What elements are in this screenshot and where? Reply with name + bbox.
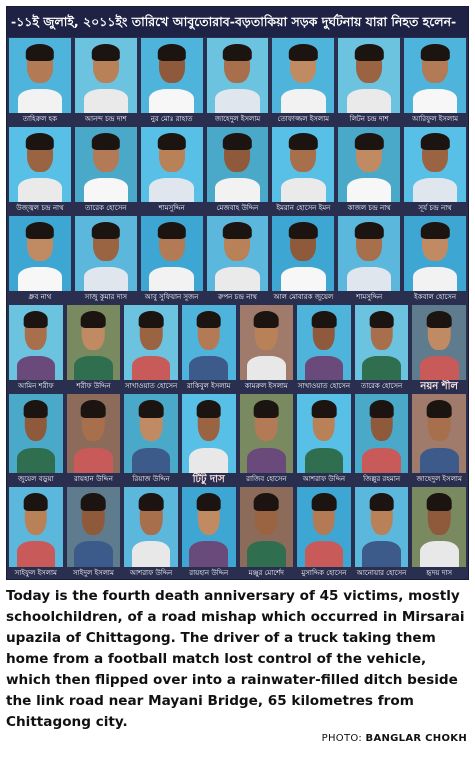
portrait-photo	[9, 305, 63, 380]
photo-caption: Today is the fourth death anniversary of 45 victims, mostly schoolchildren, of a road mishap which occurred in Mirsarai upazila of Chittagong. The driver of a truck taking them home from a football match lost control of the vehicle, which then flipped over into a rainwater-filled ditch beside the link road near Mayani Bridge, 65 kilometres from Chittagong city.	[6, 588, 465, 730]
victim-portrait	[139, 216, 205, 304]
victim-portrait	[402, 216, 468, 304]
victim-name: আশরাফ উদ্দিন	[302, 475, 346, 483]
victim-portrait	[402, 127, 468, 215]
victim-name: রাকিবুল ইসলাম	[186, 382, 231, 390]
victim-portrait	[122, 394, 180, 486]
victim-name: মেজবাহ উদ্দিন	[216, 204, 259, 212]
victim-portrait	[7, 38, 73, 126]
portrait-photo	[75, 216, 137, 291]
victim-name: আরিফুল ইসলাম	[412, 115, 459, 123]
victim-portrait	[205, 127, 271, 215]
photo-row	[7, 487, 468, 580]
victim-portrait	[7, 216, 73, 304]
victim-portrait	[336, 216, 402, 304]
victim-name: জুয়েল বড়ুয়া	[17, 475, 54, 483]
portrait-photo	[272, 38, 334, 113]
portrait-photo	[412, 305, 466, 380]
victim-name: সাইদুল ইসলাম	[73, 569, 114, 577]
portrait-photo	[124, 394, 178, 473]
portrait-photo	[272, 216, 334, 291]
victim-name: কামরুল ইসলাম	[244, 382, 288, 390]
victim-portrait	[65, 394, 123, 486]
victim-portrait	[238, 487, 296, 580]
portrait-photo	[67, 394, 121, 473]
portrait-photo	[404, 127, 466, 202]
victim-name: নুর মোঃ রাহাত	[150, 115, 193, 123]
portrait-photo	[240, 305, 294, 380]
victim-portrait	[410, 394, 468, 486]
victim-portrait	[295, 305, 353, 393]
photo-row	[7, 394, 468, 486]
portrait-photo	[207, 216, 269, 291]
victim-name: কাজল চন্দ্র নাথ	[347, 204, 391, 212]
victim-name: আমিন শরীফ	[18, 382, 54, 390]
portrait-photo	[75, 127, 137, 202]
portrait-photo	[297, 394, 351, 473]
victim-name: শামসুদ্দিন	[158, 204, 185, 212]
victim-name: শামসুদ্দিন	[356, 293, 383, 301]
victim-name: উজ্জ্বল চন্দ্র নাথ	[16, 204, 64, 212]
victim-portrait	[270, 216, 336, 304]
victim-name: আল মোবারক জুয়েল	[273, 293, 334, 301]
portrait-photo	[67, 487, 121, 567]
portrait-photo	[240, 394, 294, 473]
portrait-photo	[272, 127, 334, 202]
victim-name: ইমরান হোসেন ইমন	[276, 204, 331, 212]
portrait-photo	[124, 487, 178, 567]
photo-row	[7, 38, 468, 126]
victim-portrait	[410, 487, 468, 580]
portrait-photo	[338, 127, 400, 202]
portrait-photo	[67, 305, 121, 380]
portrait-photo	[404, 216, 466, 291]
victim-portrait	[7, 127, 73, 215]
portrait-photo	[404, 38, 466, 113]
portrait-photo	[207, 38, 269, 113]
victim-portrait	[336, 127, 402, 215]
credit-label: PHOTO:	[321, 733, 363, 744]
victim-name: আবু সুফিয়ান সুজন	[144, 293, 199, 301]
victim-name: সাইফুল ইসলাম	[14, 569, 57, 577]
victim-portrait	[270, 38, 336, 126]
victim-portrait	[65, 487, 123, 580]
victim-name: তারেক হোসেন	[85, 204, 127, 212]
victim-name: মুসাদ্দিক হোসেন	[301, 569, 347, 577]
victim-portrait	[7, 394, 65, 486]
victim-portrait	[270, 127, 336, 215]
victim-name: নয়ন শীল	[420, 381, 458, 392]
victim-portrait	[353, 305, 411, 393]
victim-name: জিল্লুর রহমান	[363, 475, 401, 483]
victim-portrait	[139, 38, 205, 126]
victim-portrait	[73, 38, 139, 126]
victim-name: রায়হান উদ্দিন	[189, 569, 229, 577]
portrait-photo	[9, 487, 63, 567]
victim-name: তোফাজ্জল ইসলাম	[277, 115, 330, 123]
victim-portrait	[7, 487, 65, 580]
victim-name: শরীফ উদ্দিন	[76, 382, 111, 390]
photo-row	[7, 216, 468, 304]
portrait-photo	[338, 38, 400, 113]
victim-portrait	[295, 487, 353, 580]
victims-photo-collage	[6, 6, 469, 580]
victim-name: রুপন চন্দ্র নাথ	[218, 293, 257, 301]
victim-portrait	[336, 38, 402, 126]
victim-name: সূর্য চন্দ্র নাথ	[418, 204, 452, 212]
victim-portrait	[353, 487, 411, 580]
portrait-photo	[207, 127, 269, 202]
portrait-photo	[412, 394, 466, 473]
victim-portrait	[402, 38, 468, 126]
victim-portrait	[180, 305, 238, 393]
victim-portrait	[180, 487, 238, 580]
victim-name: জাহেদুল ইসলাম	[416, 475, 462, 483]
portrait-photo	[297, 487, 351, 567]
portrait-photo	[75, 38, 137, 113]
victim-name: সাখাওয়াত হোসেন	[297, 382, 351, 390]
portrait-photo	[182, 394, 236, 473]
victim-name: জাহেদুল ইসলাম	[214, 115, 261, 123]
collage-headline: -১১ই জুলাই, ২০১১ইং তারিখে আবুতোরাব-বড়তাকিয়া সড়ক দুর্ঘটনায় যারা নিহত হলেন-	[7, 7, 468, 37]
portrait-photo	[355, 305, 409, 380]
victim-name: আনোয়ার হোসেন	[356, 569, 407, 577]
portrait-photo	[9, 394, 63, 473]
portrait-photo	[9, 38, 71, 113]
portrait-photo	[141, 216, 203, 291]
portrait-photo	[355, 394, 409, 473]
portrait-photo	[412, 487, 466, 567]
victim-name: আনন্দ চন্দ্র দাশ	[84, 115, 127, 123]
portrait-photo	[240, 487, 294, 567]
victim-name: সাজু কুমার দাস	[84, 293, 127, 301]
victim-portrait	[410, 305, 468, 393]
photo-credit	[322, 733, 467, 744]
victim-portrait	[295, 394, 353, 486]
portrait-photo	[355, 487, 409, 567]
victim-portrait	[139, 127, 205, 215]
victim-name: লিটন চন্দ্র দাশ	[349, 115, 389, 123]
victim-portrait	[7, 305, 65, 393]
victim-name: আশরাফ উদ্দিন	[129, 569, 173, 577]
victim-name: ধ্রুব নাথ	[28, 293, 52, 301]
victim-portrait	[122, 305, 180, 393]
victim-portrait	[73, 127, 139, 215]
portrait-photo	[338, 216, 400, 291]
credit-source: BANGLAR CHOKH	[365, 733, 467, 744]
victim-name: হৃদয় দাস	[426, 569, 452, 577]
portrait-photo	[182, 487, 236, 567]
photo-row	[7, 127, 468, 215]
victim-name: রাজিব হোসেন	[246, 475, 287, 483]
portrait-photo	[124, 305, 178, 380]
victim-name: তাহিরুল হক	[22, 115, 58, 123]
victim-name: টিটু দাস	[192, 474, 225, 485]
victim-portrait	[238, 305, 296, 393]
portrait-photo	[297, 305, 351, 380]
victim-portrait	[73, 216, 139, 304]
victim-name: তারেক হোসেন	[360, 382, 403, 390]
victim-portrait	[205, 38, 271, 126]
victim-portrait	[180, 394, 238, 486]
victim-name: ইকবাল হোসেন	[414, 293, 457, 301]
victim-portrait	[65, 305, 123, 393]
victim-portrait	[122, 487, 180, 580]
victim-portrait	[238, 394, 296, 486]
victim-name: রিয়াজ উদ্দিন	[132, 475, 170, 483]
portrait-photo	[9, 216, 71, 291]
portrait-photo	[182, 305, 236, 380]
photo-row	[7, 305, 468, 393]
portrait-photo	[141, 38, 203, 113]
victim-name: রায়হান উদ্দিন	[73, 475, 113, 483]
portrait-photo	[141, 127, 203, 202]
victim-name: সাখাওয়াত হোসেন	[124, 382, 178, 390]
victim-portrait	[353, 394, 411, 486]
victim-portrait	[205, 216, 271, 304]
portrait-photo	[9, 127, 71, 202]
victim-name: মঞ্জুর মোর্শেদ	[248, 569, 284, 577]
